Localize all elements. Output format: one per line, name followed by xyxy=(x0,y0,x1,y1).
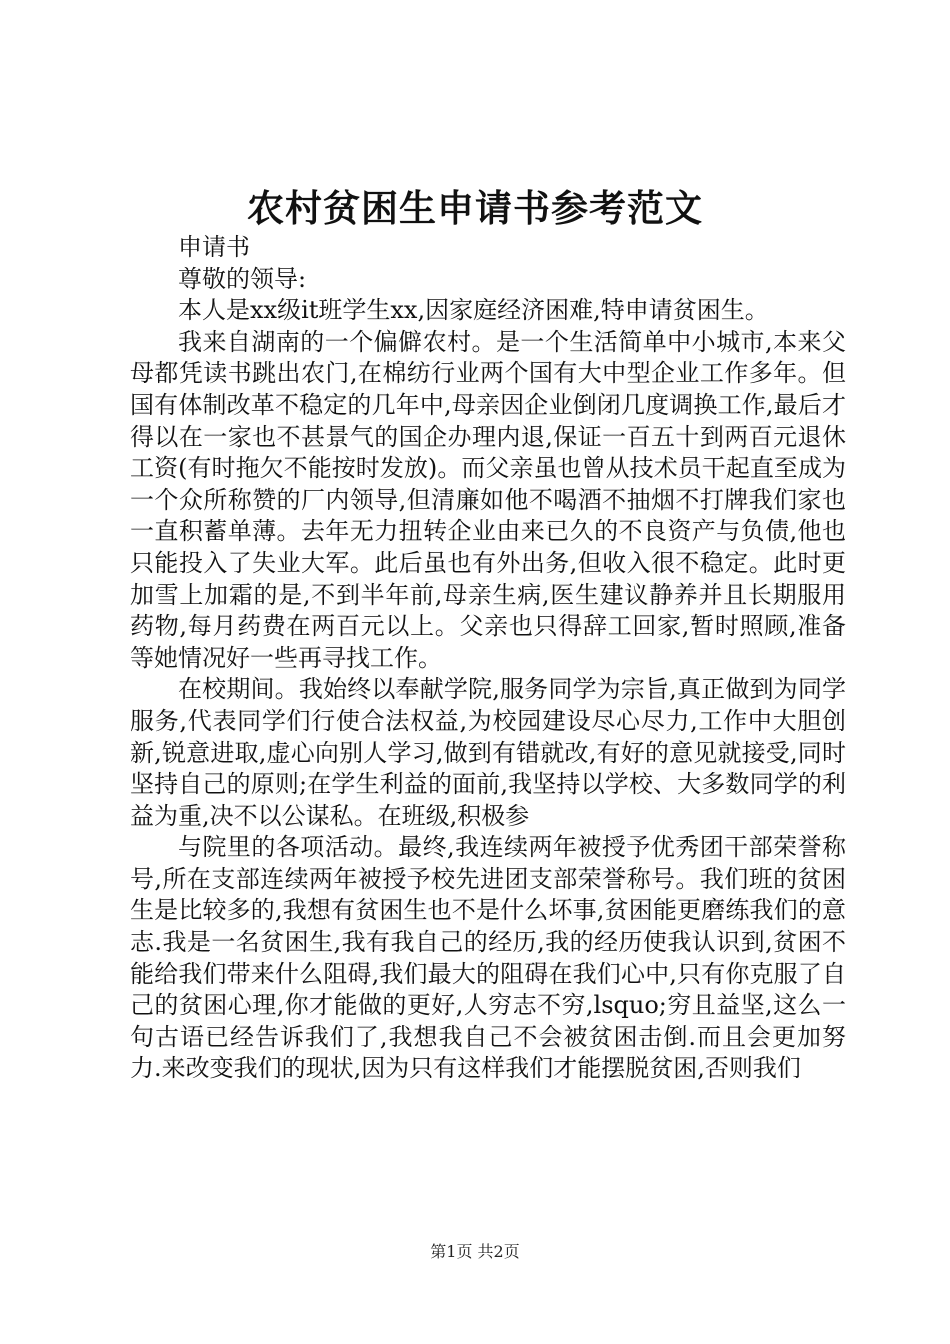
document-body xyxy=(130,232,846,1085)
paragraph-intro: 本人是xx级it班学生xx,因家庭经济困难,特申请贫困生。 xyxy=(178,296,769,325)
paragraph-heading: 申请书 xyxy=(178,233,250,261)
paragraph-school-performance: 在校期间。我始终以奉献学院,服务同学为宗旨,真正做到为同学服务,代表同学们行使合法权益,为校园建设尽心尽力,工作中大胆创新,锐意进取,虚心向别人学习,做到有错就改,有好的意见就接受,同时坚持自己的原则;在学生利益的面前,我坚持以学校、大多数同学的利益为重,决不以公谋私。在班级,积极参 xyxy=(130,675,846,830)
document-title: 农村贫困生申请书参考范文 xyxy=(247,186,703,230)
paragraph-salutation: 尊敬的领导: xyxy=(178,264,307,293)
paragraph-activities: 与院里的各项活动。最终,我连续两年被授予优秀团干部荣誉称号,所在支部连续两年被授予校先进团支部荣誉称号。我们班的贫困生是比较多的,我想有贫困生也不是什么坏事,贫困能更磨练我们的意志.我是一名贫困生,我有我自己的经历,我的经历使我认识到,贫困不能给我们带来什么阻碍,我们最大的阻碍在我们心中,只有你克服了自己的贫困心理,你才能做的更好,人穷志不穷,lsquo;穷且益坚,这么一句古语已经告诉我们了,我想我自己不会被贫困击倒.而且会更加努力.来改变我们的现状,因为只有这样我们才能摆脱贫困,否则我们 xyxy=(130,833,846,1083)
page-number-footer: 第1页 共2页 xyxy=(430,1242,520,1261)
paragraph-family-background: 我来自湖南的一个偏僻农村。是一个生活简单中小城市,本来父母都凭读书跳出农门,在棉纺行业两个国有大中型企业工作多年。但国有体制改革不稳定的几年中,母亲因企业倒闭几度调换工作,最后才得以在一家也不甚景气的国企办理内退,保证一百五十到两百元退休工资(有时拖欠不能按时发放)。而父亲虽也曾从技术员干起直至成为一个众所称赞的厂内领导,但清廉如他不喝酒不抽烟不打牌我们家也一直积蓄单薄。去年无力扭转企业由来已久的不良资产与负债,他也只能投入了失业大军。此后虽也有外出务,但收入很不稳定。此时更加雪上加霜的是,不到半年前,母亲生病,医生建议静养并且长期服用药物,每月药费在两百元以上。父亲也只得辞工回家,暂时照顾,准备等她情况好一些再寻找工作。 xyxy=(130,327,846,672)
